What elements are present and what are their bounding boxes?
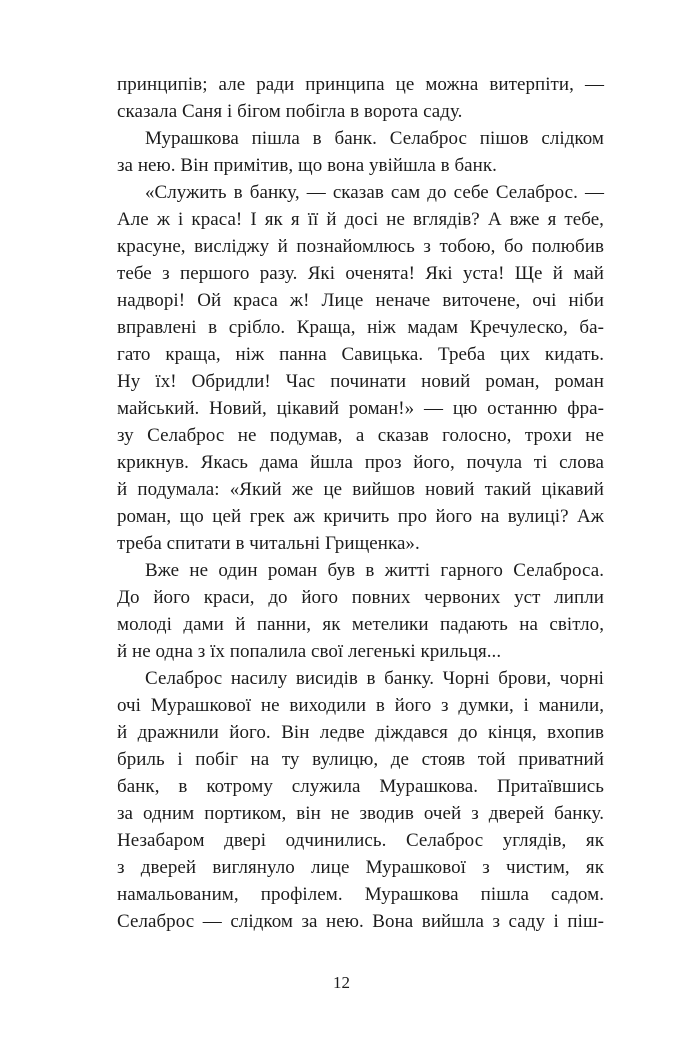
- text-line: До його краси, до його повних червоних уст липли: [117, 587, 604, 608]
- text-line: роман, що цей грек аж кричить про його на вулиці? Аж: [117, 506, 604, 527]
- text-line: за нею. Він примітив, що вона увійшла в банк.: [117, 155, 497, 176]
- text-line: тебе з першого разу. Які оченята! Які уста! Ще й май: [117, 263, 604, 284]
- text-line: Мурашкова пішла в банк. Селаброс пішов слідком: [145, 128, 604, 149]
- text-line: молоді дами й панни, як метелики падають на світло,: [117, 614, 604, 635]
- text-line: майський. Новий, цікавий роман!» — цю останню фра-: [117, 398, 604, 419]
- text-line: банк, в котрому служила Мурашкова. Притаївшись: [117, 776, 604, 797]
- text-line: крикнув. Якась дама йшла проз його, почула ті слова: [117, 452, 604, 473]
- text-line: красуне, вислiджу й познайомлюсь з тобою, бо полюбив: [117, 236, 604, 257]
- text-line: за одним портиком, він не зводив очей з дверей банку.: [117, 803, 604, 824]
- page-body-text: [117, 71, 604, 935]
- text-line: «Служить в банку, — сказав сам до себе Селаброс. —: [145, 182, 604, 203]
- text-line: бриль і побіг на ту вулицю, де стояв той приватний: [117, 749, 604, 770]
- text-line: Селаброс насилу висидів в банку. Чорні брови, чорні: [145, 668, 604, 689]
- text-line: Селаброс — слідком за нею. Вона вийшла з саду і пiш-: [117, 911, 604, 932]
- text-line: очі Мурашкової не виходили в його з думки, і манили,: [117, 695, 604, 716]
- text-line: намальованим, профілем. Мурашкова пішла садом.: [117, 884, 604, 905]
- text-line: Вже не один роман був в житті гарного Селаброса.: [145, 560, 604, 581]
- text-line: Але ж і краса! І як я її й досі не вглядів? А вже я тебе,: [117, 209, 604, 230]
- text-line: вправлені в срібло. Краща, ніж мадам Кречулеско, ба-: [117, 317, 604, 338]
- text-line: з дверей виглянуло лице Мурашкової з чистим, як: [117, 857, 604, 878]
- text-line: й подумала: «Який же це вийшов новий такий цікавий: [117, 479, 604, 500]
- text-line: зу Селаброс не подумав, а сказав голосно, трохи не: [117, 425, 604, 446]
- text-line: й дражнили його. Він ледве діждався до кінця, вхопив: [117, 722, 604, 743]
- text-line: гато краща, ніж панна Савицька. Треба цих кидать.: [117, 344, 604, 365]
- text-line: сказала Саня і бігом побігла в ворота саду.: [117, 101, 463, 122]
- text-line: принципів; але ради принципа це можна витерпіти, —: [117, 74, 604, 95]
- page-number: 12: [333, 973, 350, 992]
- text-line: треба спитати в читальні Грищенка».: [117, 533, 420, 554]
- text-line: надворі! Ой краса ж! Лице неначе виточене, очі ніби: [117, 290, 604, 311]
- text-line: Незабаром двері одчинились. Селаброс углядів, як: [117, 830, 604, 851]
- text-line: й не одна з їх попалила свої легенькі крильця...: [117, 641, 502, 662]
- text-line: Ну їх! Обридли! Час починати новий роман, роман: [117, 371, 604, 392]
